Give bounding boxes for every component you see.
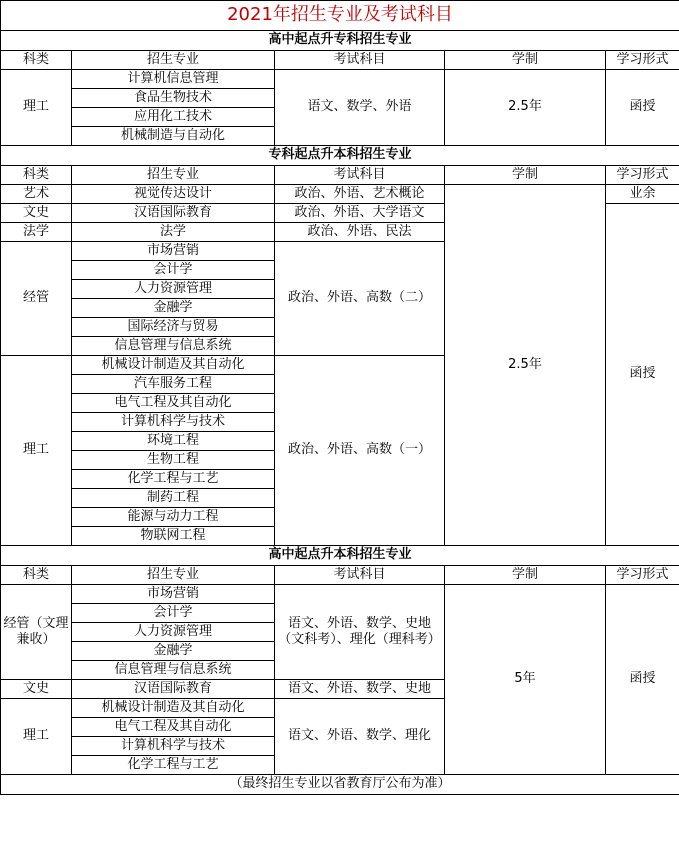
header-duration: 学制: [445, 566, 606, 585]
exam-cell: 语文、外语、数学、史地: [275, 680, 445, 699]
duration-cell: 2.5年: [445, 70, 606, 146]
major-cell: 视觉传达设计: [72, 185, 275, 204]
major-cell: 计算机科学与技术: [72, 413, 275, 432]
major-cell: 机械设计制造及其自动化: [72, 356, 275, 375]
header-exam: 考试科目: [275, 51, 445, 70]
major-cell: 机械制造与自动化: [72, 127, 275, 146]
major-cell: 人力资源管理: [72, 280, 275, 299]
exam-cell: 语文、外语、数学、理化: [275, 699, 445, 775]
major-cell: 化学工程与工艺: [72, 470, 275, 489]
exam-cell: 政治、外语、高数（二）: [275, 242, 445, 356]
major-cell: 会计学: [72, 261, 275, 280]
major-cell: 化学工程与工艺: [72, 756, 275, 775]
major-cell: 电气工程及其自动化: [72, 718, 275, 737]
category-cell: 理工: [1, 699, 72, 775]
major-cell: 能源与动力工程: [72, 508, 275, 527]
category-cell: 文史: [1, 680, 72, 699]
major-cell: 会计学: [72, 604, 275, 623]
header-major: 招生专业: [72, 51, 275, 70]
header-category: 科类: [1, 51, 72, 70]
section-heading: 高中起点升本科招生专业: [1, 546, 679, 566]
category-cell: 理工: [1, 356, 72, 546]
header-mode: 学习形式: [606, 166, 679, 185]
major-cell: 计算机信息管理: [72, 70, 275, 89]
header-major: 招生专业: [72, 566, 275, 585]
major-cell: 信息管理与信息系统: [72, 337, 275, 356]
major-cell: 金融学: [72, 299, 275, 318]
header-mode: 学习形式: [606, 51, 679, 70]
major-cell: 环境工程: [72, 432, 275, 451]
header-duration: 学制: [445, 166, 606, 185]
duration-cell: 5年: [445, 585, 606, 775]
major-cell: 应用化工技术: [72, 108, 275, 127]
major-cell: 人力资源管理: [72, 623, 275, 642]
header-exam: 考试科目: [275, 566, 445, 585]
major-cell: 物联网工程: [72, 527, 275, 546]
mode-cell: 业余: [606, 185, 679, 204]
major-cell: 电气工程及其自动化: [72, 394, 275, 413]
header-mode: 学习形式: [606, 566, 679, 585]
header-duration: 学制: [445, 51, 606, 70]
mode-cell: 函授: [606, 585, 679, 775]
category-cell: 经管: [1, 242, 72, 356]
mode-cell: 函授: [606, 70, 679, 146]
mode-cell: 函授: [606, 204, 679, 546]
exam-cell: 政治、外语、大学语文: [275, 204, 445, 223]
major-cell: 计算机科学与技术: [72, 737, 275, 756]
major-cell: 汽车服务工程: [72, 375, 275, 394]
duration-cell: 2.5年: [445, 185, 606, 546]
footer-note: （最终招生专业以省教育厅公布为准）: [1, 775, 679, 795]
exam-cell: 语文、数学、外语: [275, 70, 445, 146]
exam-cell: 政治、外语、民法: [275, 223, 445, 242]
major-cell: 汉语国际教育: [72, 204, 275, 223]
major-cell: 法学: [72, 223, 275, 242]
major-cell: 生物工程: [72, 451, 275, 470]
exam-cell: 政治、外语、高数（一）: [275, 356, 445, 546]
header-category: 科类: [1, 166, 72, 185]
major-cell: 食品生物技术: [72, 89, 275, 108]
major-cell: 机械设计制造及其自动化: [72, 699, 275, 718]
major-cell: 金融学: [72, 642, 275, 661]
category-cell: 经管（文理兼收）: [1, 585, 72, 680]
header-category: 科类: [1, 566, 72, 585]
exam-cell: 语文、外语、数学、史地（文科考）、理化（理科考）: [275, 585, 445, 680]
category-cell: 艺术: [1, 185, 72, 204]
major-cell: 汉语国际教育: [72, 680, 275, 699]
major-cell: 信息管理与信息系统: [72, 661, 275, 680]
major-cell: 制药工程: [72, 489, 275, 508]
category-cell: 法学: [1, 223, 72, 242]
category-cell: 理工: [1, 70, 72, 146]
section-heading: 专科起点升本科招生专业: [1, 146, 679, 166]
header-exam: 考试科目: [275, 166, 445, 185]
section-heading: 高中起点升专科招生专业: [1, 31, 679, 51]
major-cell: 国际经济与贸易: [72, 318, 275, 337]
category-cell: 文史: [1, 204, 72, 223]
major-cell: 市场营销: [72, 585, 275, 604]
table-title: 2021年招生专业及考试科目: [1, 1, 679, 31]
header-major: 招生专业: [72, 166, 275, 185]
exam-cell: 政治、外语、艺术概论: [275, 185, 445, 204]
major-cell: 市场营销: [72, 242, 275, 261]
